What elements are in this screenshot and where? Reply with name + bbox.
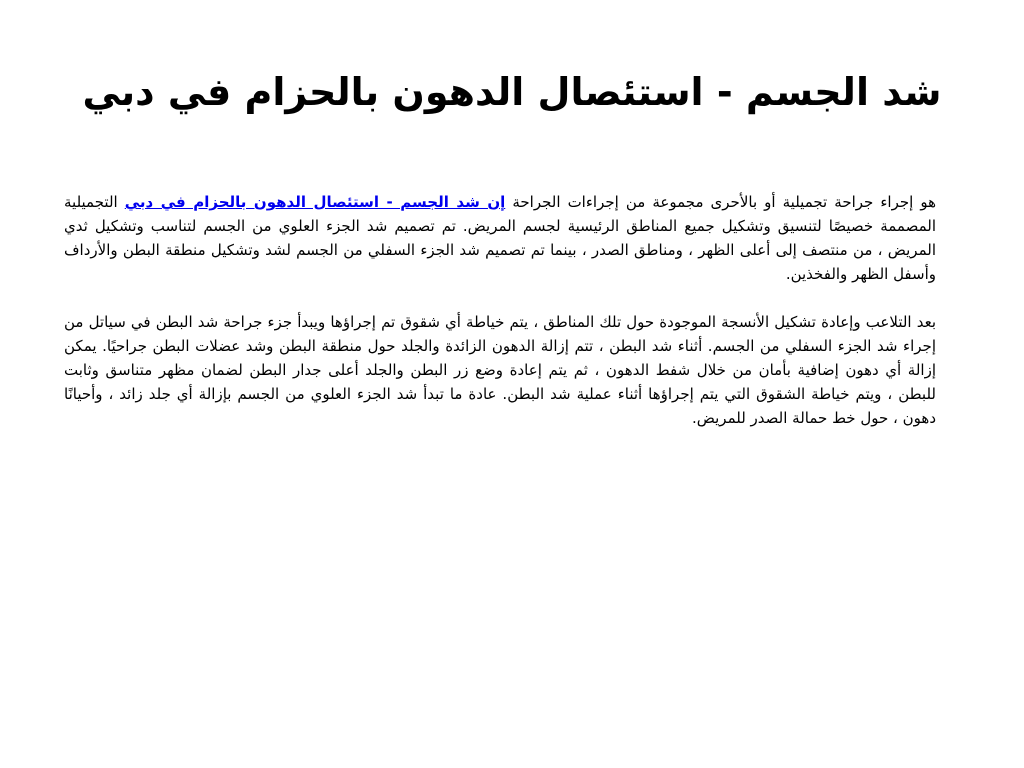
body-contouring-link[interactable]: إن شد الجسم - استئصال الدهون بالحزام في دبي (124, 193, 506, 211)
paragraph-1-text-before-link: هو إجراء جراحة تجميلية أو بالأحرى مجموعة من إجراءات الجراحة (505, 193, 937, 211)
page-title: شد الجسم - استئصال الدهون بالحزام في دبي (82, 70, 942, 114)
paragraph-1-text-after-link: التجميلية المصممة خصيصًا لتنسيق وتشكيل جميع المناطق الرئيسية لجسم المريض. تم تصميم شد الجزء العلوي من الجسم لتناسب وتشكيل ثدي المريض ، من منتصف إلى أعلى الظهر ، ومناطق الصدر ، بينما تم تصميم شد الجزء السفلي من الجسم لشد وتشكيل منطقة البطن والأرداف وأسفل الظهر والفخذين. (64, 193, 936, 283)
slide-body (64, 190, 936, 454)
paragraph-2: بعد التلاعب وإعادة تشكيل الأنسجة الموجودة حول تلك المناطق ، يتم خياطة أي شقوق تم إجراؤها ويبدأ جزء جراحة شد البطن في سياتل من إجراء شد الجزء السفلي من الجسم. أثناء شد البطن ، تتم إزالة الدهون الزائدة والجلد حول منطقة البطن وشد عضلات البطن جراحيًا. يمكن إزالة أي دهون إضافية بأمان من خلال شفط الدهون ، ثم يتم إعادة وضع زر البطن والجلد أعلى جدار البطن لضمان مظهر متناسق وثابت للبطن ، ويتم خياطة الشقوق التي يتم إجراؤها أثناء عملية شد البطن. عادة ما تبدأ شد الجزء العلوي من الجسم بإزالة أي جلد زائد ، وأحيانًا دهون ، حول خط حمالة الصدر للمريض. (64, 313, 936, 427)
paragraph-1 (64, 190, 936, 286)
